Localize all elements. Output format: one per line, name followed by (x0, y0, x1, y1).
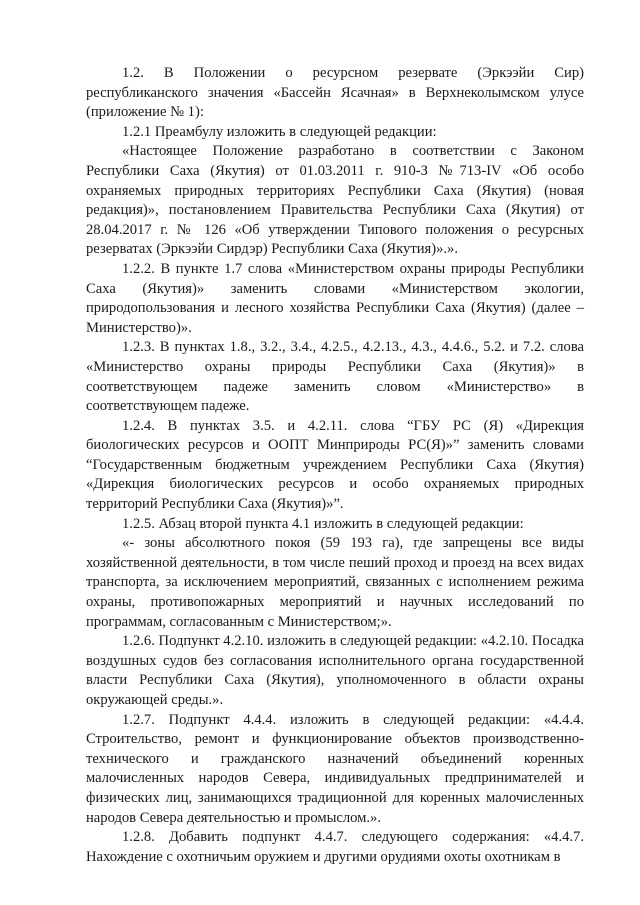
paragraph-1-2-6: 1.2.6. Подпункт 4.2.10. изложить в следующей редакции: «4.2.10. Посадка воздушных судов без согласования исполнительного органа государственной власти Республики Саха (Якутия), уполномоченного в области охраны окружающей среды.». (86, 633, 584, 708)
paragraph-1-2-2: 1.2.2. В пункте 1.7 слова «Министерством охраны природы Республики Саха (Якутия)» заменить словами «Министерством экологии, природопользования и лесного хозяйства Республики Саха (Якутия) (далее – Министерство)». (86, 260, 584, 336)
paragraph-1-2-3: 1.2.3. В пунктах 1.8., 3.2., 3.4., 4.2.5., 4.2.13., 4.3., 4.4.6., 5.2. и 7.2. слова «Министерство охраны природы Республики Саха (Якутия)» в соответствующем падеже заменить словом «Министерство» в соответствующем падеже. (86, 339, 584, 415)
paragraph-1-2-4: 1.2.4. В пунктах 3.5. и 4.2.11. слова “ГБУ РС (Я) «Дирекция биологических ресурсов и ООПТ Минприроды РС(Я)»” заменить словами “Государственным бюджетным учреждением Республики Саха (Якутия) «Дирекция биологических ресурсов и особо охраняемых природных территорий Республики Саха (Якутия)»”. (86, 417, 584, 513)
paragraph-1-2-1: 1.2.1 Преамбулу изложить в следующей редакции: (122, 123, 437, 140)
paragraph-1-2: 1.2. В Положении о ресурсном резервате (Эркээйи Сир) республиканского значения «Бассейн Ясачная» в Верхнеколымском улусе (приложение № 1): (86, 65, 584, 121)
document-page (86, 64, 584, 867)
paragraph-1-2-7: 1.2.7. Подпункт 4.4.4. изложить в следующей редакции: «4.4.4. Строительство, ремонт и функционирование объектов производственно-технического и гражданского назначений объединений коренных малочисленных народов Севера, индивидуальных предпринимателей и физических лиц, занимающихся традиционной для коренных малочисленных народов Севера деятельностью и промыслом.». (86, 711, 584, 826)
paragraph-1-2-5: 1.2.5. Абзац второй пункта 4.1 изложить в следующей редакции: (122, 515, 524, 532)
paragraph-1-2-8: 1.2.8. Добавить подпункт 4.4.7. следующего содержания: «4.4.7. Нахождение с охотничьим оружием и другими орудиями охоты охотникам в (86, 829, 584, 865)
paragraph-preamble-quote: «Настоящее Положение разработано в соответствии с Законом Республики Саха (Якутия) от 01.03.2011 г. 910-З №713-IV «Об особо охраняемых природных территориях Республики Саха (Якутия) (новая редакция)», постановлением Правительства Республики Саха (Якутия) от 28.04.2017 г. № 126 «Об утверждении Типового положения о ресурсных резерватах (Эркээйи Сирдэр) Республики Саха (Якутия)».». (86, 143, 584, 258)
paragraph-zone-quote: «- зоны абсолютного покоя (59 193 га), где запрещены все виды хозяйственной деятельности, в том числе пеший проход и проезд на всех видах транспорта, за исключением мероприятий, связанных с исполнением режима охраны, противопожарных мероприятий и научных исследований по программам, согласованным с Министерством;». (86, 535, 584, 630)
